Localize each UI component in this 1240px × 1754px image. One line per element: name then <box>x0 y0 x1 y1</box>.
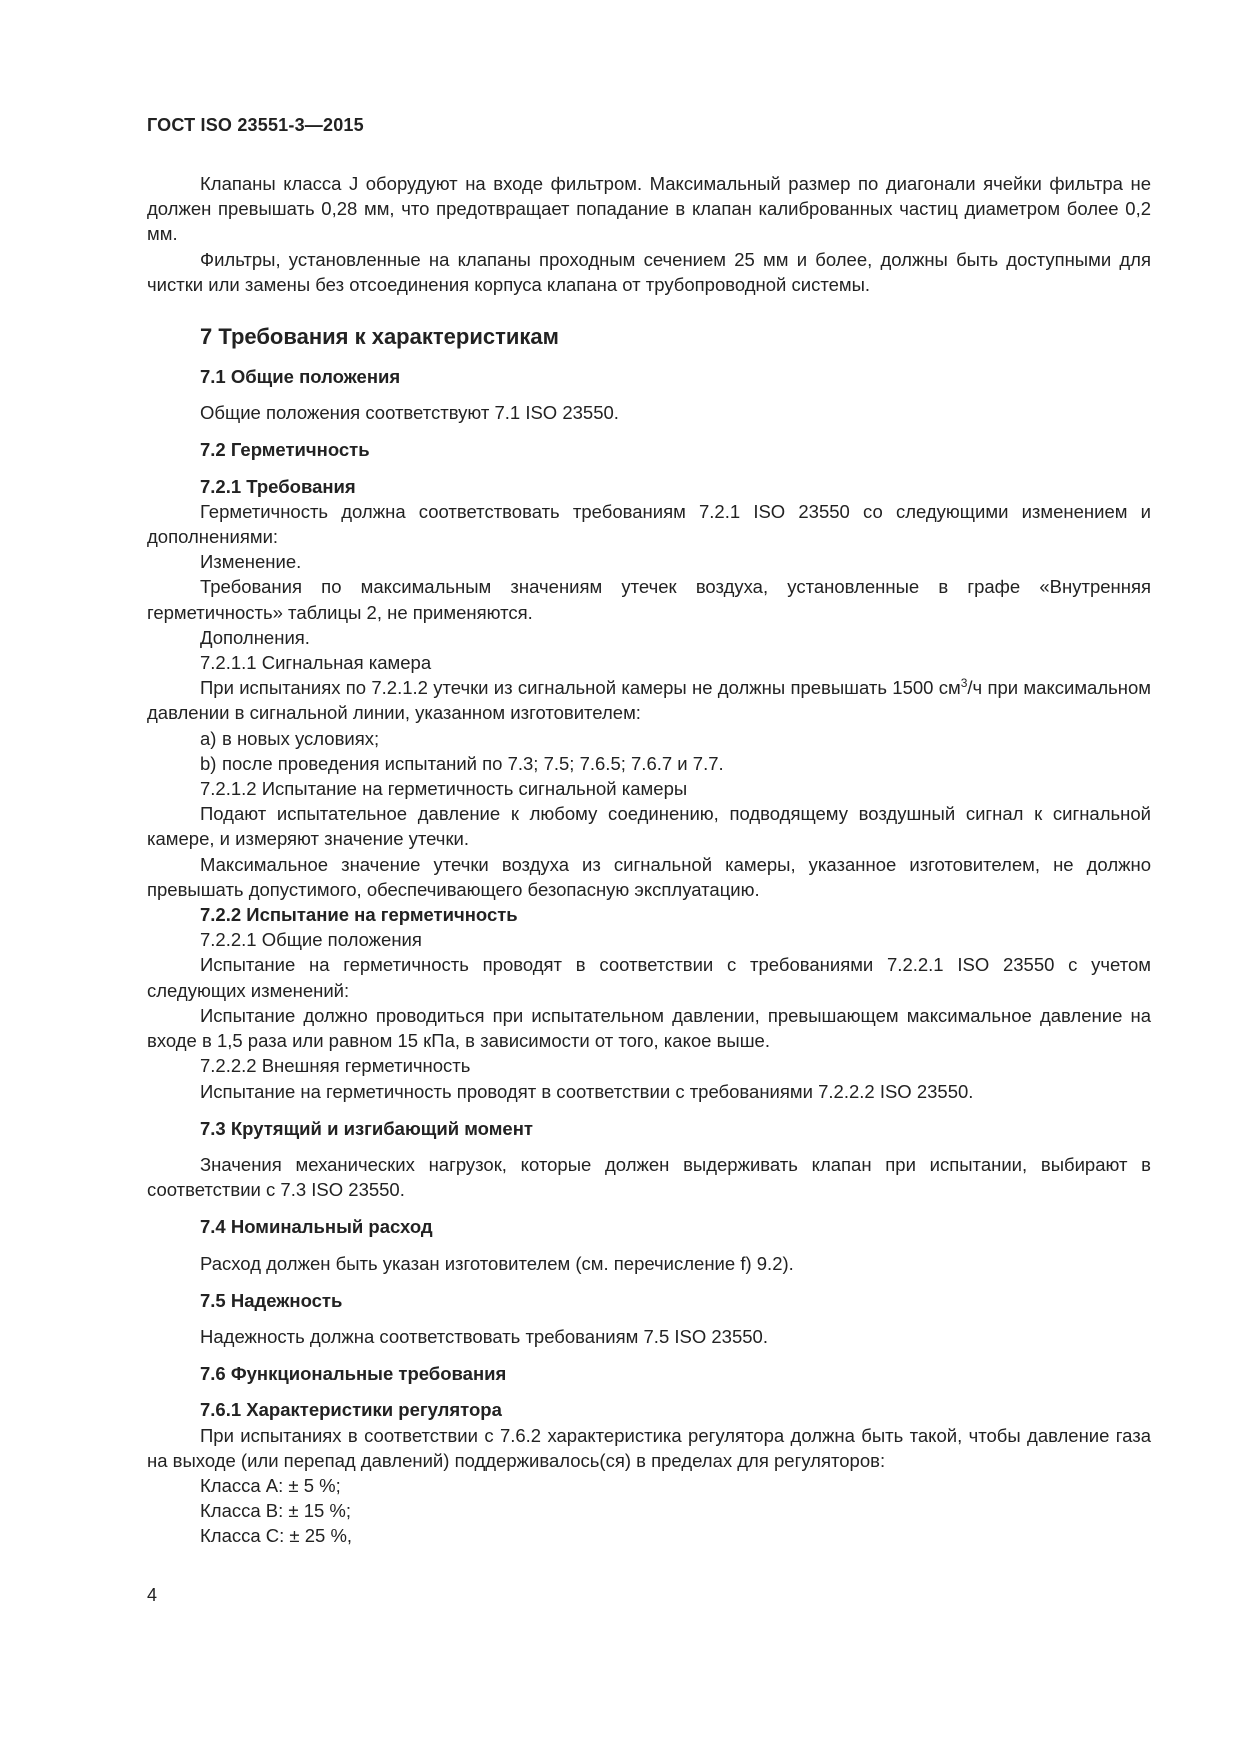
section-7-1-title: 7.1 Общие положения <box>200 366 401 388</box>
document-header: ГОСТ ISO 23551-3—2015 <box>147 115 364 135</box>
section-7-2-title: 7.2 Герметичность <box>200 439 370 461</box>
section-7-2-1-title: 7.2.1 Требования <box>200 475 356 497</box>
section-7-2-2-1-title: 7.2.2.1 Общие положения <box>200 929 422 951</box>
section-7-2-1-1-title: 7.2.1.1 Сигнальная камера <box>200 652 432 674</box>
section-7-2-1-2-text-2: Максимальное значение утечки воздуха из сигнальной камеры, указанное изготовителем, не должно превышать допустимого, обеспечивающего безопасную эксплуатацию. <box>147 853 1151 900</box>
list-item: b) после проведения испытаний по 7.3; 7.5; 7.6.5; 7.6.7 и 7.7. <box>200 752 724 774</box>
document-body <box>147 171 1151 1549</box>
section-7-6-1-text: При испытаниях в соответствии с 7.6.2 характеристика регулятора должна быть такой, чтобы давление газа на выходе (или перепад давлений) поддерживалось(ся) в пределах для регуляторов: <box>147 1424 1151 1471</box>
section-7-5-text: Надежность должна соответствовать требованиям 7.5 ISO 23550. <box>200 1325 768 1347</box>
section-7-2-2-title: 7.2.2 Испытание на герметичность <box>200 904 518 926</box>
section-7-5-title: 7.5 Надежность <box>200 1289 343 1311</box>
intro-paragraph-access: Фильтры, установленные на клапаны проходным сечением 25 мм и более, должны быть доступными для чистки или замены без отсоединения корпуса клапана от трубопроводной системы. <box>147 248 1151 295</box>
section-7-2-2-2-title: 7.2.2.2 Внешняя герметичность <box>200 1055 471 1077</box>
change-label: Изменение. <box>200 551 302 573</box>
section-7-3-text: Значения механических нагрузок, которые должен выдерживать клапан при испытании, выбирают в соответствии с 7.3 ISO 23550. <box>147 1153 1151 1201</box>
section-7-6-title: 7.6 Функциональные требования <box>200 1363 507 1385</box>
class-a-limit: Класса А: ± 5 %; <box>200 1474 341 1496</box>
list-item: a) в новых условиях; <box>200 727 380 749</box>
class-b-limit: Класса В: ± 15 %; <box>200 1500 352 1522</box>
section-7-2-2-1-text-1: Испытание на герметичность проводят в соответствии с требованиями 7.2.2.1 ISO 23550 с учетом следующих изменений: <box>147 954 1151 1001</box>
change-text: Требования по максимальным значениям утечек воздуха, установленные в графе «Внутренняя герметичность» таблицы 2, не применяются. <box>147 576 1151 623</box>
section-7-title: 7 Требования к характеристикам <box>200 324 559 350</box>
section-7-3-title: 7.3 Крутящий и изгибающий момент <box>200 1117 533 1139</box>
additions-label: Дополнения. <box>200 626 310 648</box>
section-7-2-2-2-text: Испытание на герметичность проводят в соответствии с требованиями 7.2.2.2 ISO 23550. <box>200 1080 974 1102</box>
section-7-6-1-title: 7.6.1 Характеристики регулятора <box>200 1399 502 1421</box>
page-number: 4 <box>147 1585 158 1605</box>
section-7-2-2-1-text-2: Испытание должно проводиться при испытательном давлении, превышающем максимальное давление на входе в 1,5 раза или равном 15 кПа, в зависимости от того, какое выше. <box>147 1004 1151 1052</box>
section-7-2-1-1-text: При испытаниях по 7.2.1.2 утечки из сигнальной камеры не должны превышать 1500 $см^3/ч$ при максимальном давлении в сигнальной линии, указанном изготовителем: <box>147 676 1151 724</box>
section-7-2-1-2-title: 7.2.1.2 Испытание на герметичность сигнальной камеры <box>200 778 688 800</box>
section-7-2-1-text: Герметичность должна соответствовать требованиям 7.2.1 ISO 23550 со следующими изменением и дополнениями: <box>147 500 1151 548</box>
intro-paragraph-filter: Клапаны класса J оборудуют на входе фильтром. Максимальный размер по диагонали ячейки фильтра не должен превышать 0,28 мм, что предотвращает попадание в клапан калиброванных частиц диаметром более 0,2 мм. <box>147 173 1151 245</box>
section-7-1-text: Общие положения соответствуют 7.1 ISO 23550. <box>200 402 619 424</box>
class-c-limit: Класса С: ± 25 %, <box>200 1525 353 1547</box>
section-7-4-title: 7.4 Номинальный расход <box>200 1216 433 1238</box>
section-7-4-text: Расход должен быть указан изготовителем (см. перечисление f) 9.2). <box>200 1252 794 1274</box>
section-7-2-1-2-text-1: Подают испытательное давление к любому соединению, подводящему воздушный сигнал к сигнальной камере, и измеряют значение утечки. <box>147 803 1151 850</box>
